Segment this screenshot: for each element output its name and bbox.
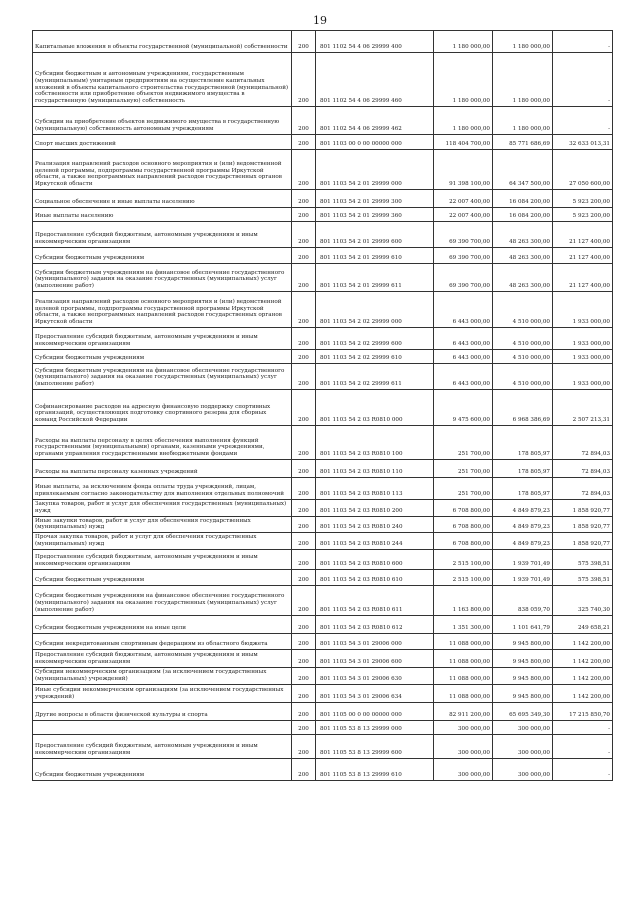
row-approved-amount: 82 911 200,00 <box>434 702 493 720</box>
row-approved-amount: 91 398 100,00 <box>434 150 493 190</box>
row-line-code: 200 <box>292 426 316 460</box>
row-description: Иные выплаты населению <box>33 208 292 222</box>
row-description: Реализация направлений расходов основного мероприятия и (или) ведомственной целевой программы, подпрограммы государственной программы Иркутской области, а также непрограммных направлений расходов государственных органов Иркутской области <box>33 292 292 328</box>
row-line-code: 200 <box>292 615 316 633</box>
row-approved-amount: 69 390 700,00 <box>434 222 493 248</box>
row-description: Социальное обеспечение и иные выплаты населению <box>33 190 292 208</box>
row-executed-amount: 300 000,00 <box>493 720 553 734</box>
row-description: Иные выплаты, за исключением фонда оплаты труда учреждений, лицам, привлекаемым согласно законодательству для выполнения отдельных полномочий <box>33 478 292 500</box>
row-unexecuted-amount: 21 127 400,00 <box>553 222 613 248</box>
row-approved-amount: 300 000,00 <box>434 720 493 734</box>
row-budget-classification-code: 801 1105 53 8 13 29999 000 <box>316 720 434 734</box>
row-approved-amount: 1 180 000,00 <box>434 31 493 53</box>
row-description: Спорт высших достижений <box>33 135 292 150</box>
row-line-code: 200 <box>292 500 316 517</box>
row-unexecuted-amount: 21 127 400,00 <box>553 264 613 292</box>
row-executed-amount: 48 263 300,00 <box>493 264 553 292</box>
table-row <box>33 31 613 53</box>
row-budget-classification-code: 801 1103 54 2 01 29999 000 <box>316 150 434 190</box>
row-budget-classification-code: 801 1103 54 2 01 29999 300 <box>316 190 434 208</box>
row-executed-amount: 9 945 800,00 <box>493 649 553 667</box>
row-description: Прочая закупка товаров, работ и услуг для обеспечения государственных (муниципальных) нужд <box>33 533 292 550</box>
row-unexecuted-amount: 27 050 600,00 <box>553 150 613 190</box>
row-approved-amount: 251 700,00 <box>434 460 493 478</box>
table-row <box>33 734 613 758</box>
row-unexecuted-amount: 575 398,51 <box>553 549 613 569</box>
row-budget-classification-code: 801 1103 54 3 01 29006 600 <box>316 649 434 667</box>
row-unexecuted-amount: 575 398,51 <box>553 569 613 585</box>
row-budget-classification-code: 801 1103 54 3 01 29006 634 <box>316 684 434 702</box>
table-row <box>33 328 613 350</box>
row-unexecuted-amount: 1 858 920,77 <box>553 533 613 550</box>
row-executed-amount: 1 939 701,49 <box>493 569 553 585</box>
row-budget-classification-code: 801 1103 54 2 03 R0810 611 <box>316 585 434 615</box>
row-line-code: 200 <box>292 478 316 500</box>
table-row <box>33 208 613 222</box>
report-sheet <box>32 30 612 781</box>
table-row <box>33 585 613 615</box>
row-executed-amount: 4 510 000,00 <box>493 292 553 328</box>
row-executed-amount: 178 805,97 <box>493 426 553 460</box>
row-approved-amount: 11 088 000,00 <box>434 633 493 649</box>
row-budget-classification-code: 801 1102 54 4 06 29999 462 <box>316 107 434 135</box>
row-executed-amount: 1 180 000,00 <box>493 53 553 107</box>
row-unexecuted-amount: - <box>553 734 613 758</box>
row-executed-amount: 300 000,00 <box>493 758 553 780</box>
table-row <box>33 500 613 517</box>
row-budget-classification-code: 801 1103 54 2 03 R0810 244 <box>316 533 434 550</box>
table-row <box>33 633 613 649</box>
row-unexecuted-amount: 32 633 013,31 <box>553 135 613 150</box>
row-approved-amount: 6 443 000,00 <box>434 328 493 350</box>
row-unexecuted-amount: 1 858 920,77 <box>553 516 613 533</box>
row-description: Предоставление субсидий бюджетным, автономным учреждениям и иным некоммерческим организациям <box>33 222 292 248</box>
row-line-code: 200 <box>292 107 316 135</box>
row-description: Субсидии некоммерческим организациям (за исключением государственных (муниципальных) учреждений) <box>33 667 292 684</box>
row-approved-amount: 251 700,00 <box>434 478 493 500</box>
row-approved-amount: 9 475 600,00 <box>434 390 493 426</box>
row-line-code: 200 <box>292 264 316 292</box>
row-budget-classification-code: 801 1105 53 8 13 29999 600 <box>316 734 434 758</box>
table-row <box>33 569 613 585</box>
row-budget-classification-code: 801 1103 54 2 03 R0810 600 <box>316 549 434 569</box>
row-budget-classification-code: 801 1103 54 3 01 29006 000 <box>316 633 434 649</box>
row-description: Субсидии бюджетным учреждениям <box>33 758 292 780</box>
row-unexecuted-amount: 1 933 000,00 <box>553 292 613 328</box>
row-unexecuted-amount: 72 894,03 <box>553 426 613 460</box>
row-description: Субсидии бюджетным учреждениям на финансовое обеспечение государственного (муниципального) задания на оказание государственных (муниципальных) услуг (выполнение работ) <box>33 364 292 390</box>
row-unexecuted-amount: 1 142 200,00 <box>553 633 613 649</box>
row-executed-amount: 178 805,97 <box>493 460 553 478</box>
row-unexecuted-amount: - <box>553 720 613 734</box>
table-row <box>33 135 613 150</box>
row-approved-amount: 6 708 800,00 <box>434 516 493 533</box>
row-line-code: 200 <box>292 328 316 350</box>
row-approved-amount: 1 163 800,00 <box>434 585 493 615</box>
row-line-code: 200 <box>292 720 316 734</box>
row-line-code: 200 <box>292 633 316 649</box>
row-unexecuted-amount: 1 933 000,00 <box>553 364 613 390</box>
row-executed-amount: 9 945 800,00 <box>493 633 553 649</box>
table-row <box>33 720 613 734</box>
row-description: Иные закупки товаров, работ и услуг для обеспечения государственных (муниципальных) нужд <box>33 516 292 533</box>
row-description: Субсидии бюджетным учреждениям <box>33 569 292 585</box>
row-line-code: 200 <box>292 585 316 615</box>
row-approved-amount: 6 443 000,00 <box>434 292 493 328</box>
row-line-code: 200 <box>292 190 316 208</box>
row-executed-amount: 9 945 800,00 <box>493 667 553 684</box>
row-executed-amount: 1 180 000,00 <box>493 31 553 53</box>
table-row <box>33 516 613 533</box>
row-description: Субсидии бюджетным учреждениям <box>33 350 292 364</box>
row-unexecuted-amount: - <box>553 107 613 135</box>
row-line-code: 200 <box>292 350 316 364</box>
row-unexecuted-amount: 72 894,03 <box>553 478 613 500</box>
row-executed-amount: 4 849 879,23 <box>493 500 553 517</box>
row-budget-classification-code: 801 1103 54 2 02 29999 611 <box>316 364 434 390</box>
row-executed-amount: 4 510 000,00 <box>493 350 553 364</box>
row-executed-amount: 4 849 879,23 <box>493 533 553 550</box>
row-approved-amount: 22 007 400,00 <box>434 208 493 222</box>
row-unexecuted-amount: 5 923 200,00 <box>553 208 613 222</box>
row-line-code: 200 <box>292 649 316 667</box>
row-line-code: 200 <box>292 31 316 53</box>
row-budget-classification-code: 801 1103 00 0 00 00000 000 <box>316 135 434 150</box>
row-executed-amount: 1 180 000,00 <box>493 107 553 135</box>
row-approved-amount: 300 000,00 <box>434 734 493 758</box>
table-row <box>33 292 613 328</box>
table-row <box>33 364 613 390</box>
row-executed-amount: 6 968 386,69 <box>493 390 553 426</box>
row-approved-amount: 69 390 700,00 <box>434 264 493 292</box>
table-row <box>33 615 613 633</box>
row-unexecuted-amount: 5 923 200,00 <box>553 190 613 208</box>
row-budget-classification-code: 801 1105 53 8 13 29999 610 <box>316 758 434 780</box>
table-body <box>33 31 613 781</box>
row-executed-amount: 85 771 686,69 <box>493 135 553 150</box>
row-description: Другие вопросы в области физической культуры и спорта <box>33 702 292 720</box>
row-line-code: 200 <box>292 533 316 550</box>
row-line-code: 200 <box>292 667 316 684</box>
row-unexecuted-amount: 72 894,03 <box>553 460 613 478</box>
row-unexecuted-amount: 2 507 213,31 <box>553 390 613 426</box>
row-unexecuted-amount: 1 142 200,00 <box>553 684 613 702</box>
row-approved-amount: 1 180 000,00 <box>434 107 493 135</box>
table-row <box>33 53 613 107</box>
row-description: Иные субсидии некоммерческим организациям (за исключением государственных учреждений) <box>33 684 292 702</box>
row-approved-amount: 251 700,00 <box>434 426 493 460</box>
row-executed-amount: 4 849 879,23 <box>493 516 553 533</box>
row-unexecuted-amount: - <box>553 758 613 780</box>
row-unexecuted-amount: 1 933 000,00 <box>553 328 613 350</box>
row-description: Субсидии бюджетным учреждениям на финансовое обеспечение государственного (муниципального) задания на оказание государственных (муниципальных) услуг (выполнение работ) <box>33 585 292 615</box>
table-row <box>33 350 613 364</box>
table-row <box>33 248 613 264</box>
row-description: Субсидии бюджетным учреждениям на иные цели <box>33 615 292 633</box>
table-row <box>33 107 613 135</box>
row-approved-amount: 6 708 800,00 <box>434 533 493 550</box>
row-approved-amount: 6 443 000,00 <box>434 364 493 390</box>
table-row <box>33 478 613 500</box>
row-budget-classification-code: 801 1103 54 2 03 R0810 000 <box>316 390 434 426</box>
row-executed-amount: 4 510 000,00 <box>493 328 553 350</box>
row-description: Предоставление субсидий бюджетным, автономным учреждениям и иным некоммерческим организациям <box>33 734 292 758</box>
row-description: Реализация направлений расходов основного мероприятия и (или) ведомственной целевой программы, подпрограммы государственной программы Иркутской области, а также непрограммных направлений расходов государственных органов Иркутской области <box>33 150 292 190</box>
row-executed-amount: 838 059,70 <box>493 585 553 615</box>
row-budget-classification-code: 801 1102 54 4 06 29999 400 <box>316 31 434 53</box>
row-unexecuted-amount: 249 658,21 <box>553 615 613 633</box>
row-line-code: 200 <box>292 364 316 390</box>
row-budget-classification-code: 801 1103 54 2 01 29999 610 <box>316 248 434 264</box>
table-row <box>33 460 613 478</box>
row-unexecuted-amount: - <box>553 31 613 53</box>
row-budget-classification-code: 801 1103 54 2 01 29999 600 <box>316 222 434 248</box>
row-description: Субсидии бюджетным и автономным учреждениям, государственным (муниципальным) унитарным предприятиям на осуществление капитальных вложений в объекты капитального строительства государственной (муниципальной) собственности или приобретение объектов недвижимого имущества в государственную (муниципальную) собственность <box>33 53 292 107</box>
table-row <box>33 684 613 702</box>
row-unexecuted-amount: 1 142 200,00 <box>553 649 613 667</box>
row-unexecuted-amount: 1 858 920,77 <box>553 500 613 517</box>
row-line-code: 200 <box>292 150 316 190</box>
table-row <box>33 264 613 292</box>
row-line-code: 200 <box>292 53 316 107</box>
row-budget-classification-code: 801 1105 00 0 00 00000 000 <box>316 702 434 720</box>
row-line-code: 200 <box>292 222 316 248</box>
row-budget-classification-code: 801 1103 54 2 03 R0810 113 <box>316 478 434 500</box>
row-budget-classification-code: 801 1103 54 2 01 29999 611 <box>316 264 434 292</box>
row-approved-amount: 1 351 300,00 <box>434 615 493 633</box>
row-approved-amount: 300 000,00 <box>434 758 493 780</box>
table-row <box>33 758 613 780</box>
row-line-code: 200 <box>292 702 316 720</box>
row-executed-amount: 9 945 800,00 <box>493 684 553 702</box>
row-line-code: 200 <box>292 248 316 264</box>
row-line-code: 200 <box>292 684 316 702</box>
row-approved-amount: 118 404 700,00 <box>434 135 493 150</box>
row-budget-classification-code: 801 1103 54 2 02 29999 600 <box>316 328 434 350</box>
row-approved-amount: 1 180 000,00 <box>434 53 493 107</box>
row-unexecuted-amount: 1 933 000,00 <box>553 350 613 364</box>
row-budget-classification-code: 801 1103 54 2 03 R0810 240 <box>316 516 434 533</box>
row-approved-amount: 11 088 000,00 <box>434 667 493 684</box>
row-unexecuted-amount: - <box>553 53 613 107</box>
row-executed-amount: 1 101 641,79 <box>493 615 553 633</box>
row-approved-amount: 2 515 100,00 <box>434 569 493 585</box>
row-unexecuted-amount: 325 740,30 <box>553 585 613 615</box>
table-row <box>33 649 613 667</box>
row-line-code: 200 <box>292 208 316 222</box>
row-executed-amount: 16 084 200,00 <box>493 208 553 222</box>
row-budget-classification-code: 801 1103 54 2 03 R0810 200 <box>316 500 434 517</box>
row-approved-amount: 69 390 700,00 <box>434 248 493 264</box>
row-budget-classification-code: 801 1103 54 2 02 29999 610 <box>316 350 434 364</box>
row-executed-amount: 48 263 300,00 <box>493 248 553 264</box>
row-executed-amount: 300 000,00 <box>493 734 553 758</box>
row-line-code: 200 <box>292 292 316 328</box>
row-unexecuted-amount: 1 142 200,00 <box>553 667 613 684</box>
row-description: Расходы на выплаты персоналу казенных учреждений <box>33 460 292 478</box>
row-description: Субсидии бюджетным учреждениям на финансовое обеспечение государственного (муниципального) задания на оказание государственных (муниципальных) услуг (выполнение работ) <box>33 264 292 292</box>
row-unexecuted-amount: 17 215 850,70 <box>553 702 613 720</box>
row-line-code: 200 <box>292 549 316 569</box>
row-description: Субсидии некредитованным спортивным федерациям из областного бюджета <box>33 633 292 649</box>
row-executed-amount: 4 510 000,00 <box>493 364 553 390</box>
row-approved-amount: 11 088 000,00 <box>434 649 493 667</box>
row-unexecuted-amount: 21 127 400,00 <box>553 248 613 264</box>
table-row <box>33 549 613 569</box>
row-approved-amount: 6 708 800,00 <box>434 500 493 517</box>
page-number: 19 <box>313 14 327 27</box>
row-description: Предоставление субсидий бюджетным, автономным учреждениям и иным некоммерческим организациям <box>33 649 292 667</box>
row-line-code: 200 <box>292 135 316 150</box>
table-row <box>33 667 613 684</box>
row-description: Софинансирование расходов на адресную финансовую поддержку спортивных организаций, осуществляющих подготовку спортивного резерва для сборных команд Российской Федерации <box>33 390 292 426</box>
row-executed-amount: 64 347 500,00 <box>493 150 553 190</box>
row-line-code: 200 <box>292 390 316 426</box>
budget-execution-table <box>32 30 613 781</box>
row-description <box>33 720 292 734</box>
table-row <box>33 150 613 190</box>
row-description: Расходы на выплаты персоналу в целях обеспечения выполнения функций государственными (муниципальными) органами, казенными учреждениями, органами управления государственными внебюджетными фондами <box>33 426 292 460</box>
row-approved-amount: 11 088 000,00 <box>434 684 493 702</box>
row-executed-amount: 65 695 349,30 <box>493 702 553 720</box>
row-description: Закупка товаров, работ и услуг для обеспечения государственных (муниципальных) нужд <box>33 500 292 517</box>
row-executed-amount: 16 084 200,00 <box>493 190 553 208</box>
row-description: Предоставление субсидий бюджетным, автономным учреждениям и иным некоммерческим организациям <box>33 549 292 569</box>
row-approved-amount: 2 515 100,00 <box>434 549 493 569</box>
row-line-code: 200 <box>292 569 316 585</box>
table-row <box>33 426 613 460</box>
row-description: Субсидии на приобретение объектов недвижимого имущества в государственную (муниципальную) собственность автономным учреждениям <box>33 107 292 135</box>
row-budget-classification-code: 801 1103 54 3 01 29006 630 <box>316 667 434 684</box>
row-budget-classification-code: 801 1102 54 4 06 29999 460 <box>316 53 434 107</box>
row-budget-classification-code: 801 1103 54 2 01 29999 360 <box>316 208 434 222</box>
row-budget-classification-code: 801 1103 54 2 03 R0810 110 <box>316 460 434 478</box>
row-description: Субсидии бюджетным учреждениям <box>33 248 292 264</box>
row-budget-classification-code: 801 1103 54 2 03 R0810 610 <box>316 569 434 585</box>
row-executed-amount: 1 939 701,49 <box>493 549 553 569</box>
table-row <box>33 702 613 720</box>
row-approved-amount: 22 007 400,00 <box>434 190 493 208</box>
row-budget-classification-code: 801 1103 54 2 03 R0810 612 <box>316 615 434 633</box>
row-line-code: 200 <box>292 460 316 478</box>
table-row <box>33 533 613 550</box>
row-description: Предоставление субсидий бюджетным, автономным учреждениям и иным некоммерческим организациям <box>33 328 292 350</box>
row-description: Капитальные вложения в объекты государственной (муниципальной) собственности <box>33 31 292 53</box>
row-line-code: 200 <box>292 758 316 780</box>
row-budget-classification-code: 801 1103 54 2 02 29999 000 <box>316 292 434 328</box>
table-row <box>33 222 613 248</box>
row-executed-amount: 48 263 300,00 <box>493 222 553 248</box>
row-budget-classification-code: 801 1103 54 2 03 R0810 100 <box>316 426 434 460</box>
table-row <box>33 390 613 426</box>
table-row <box>33 190 613 208</box>
row-line-code: 200 <box>292 516 316 533</box>
row-approved-amount: 6 443 000,00 <box>434 350 493 364</box>
row-line-code: 200 <box>292 734 316 758</box>
row-executed-amount: 178 805,97 <box>493 478 553 500</box>
